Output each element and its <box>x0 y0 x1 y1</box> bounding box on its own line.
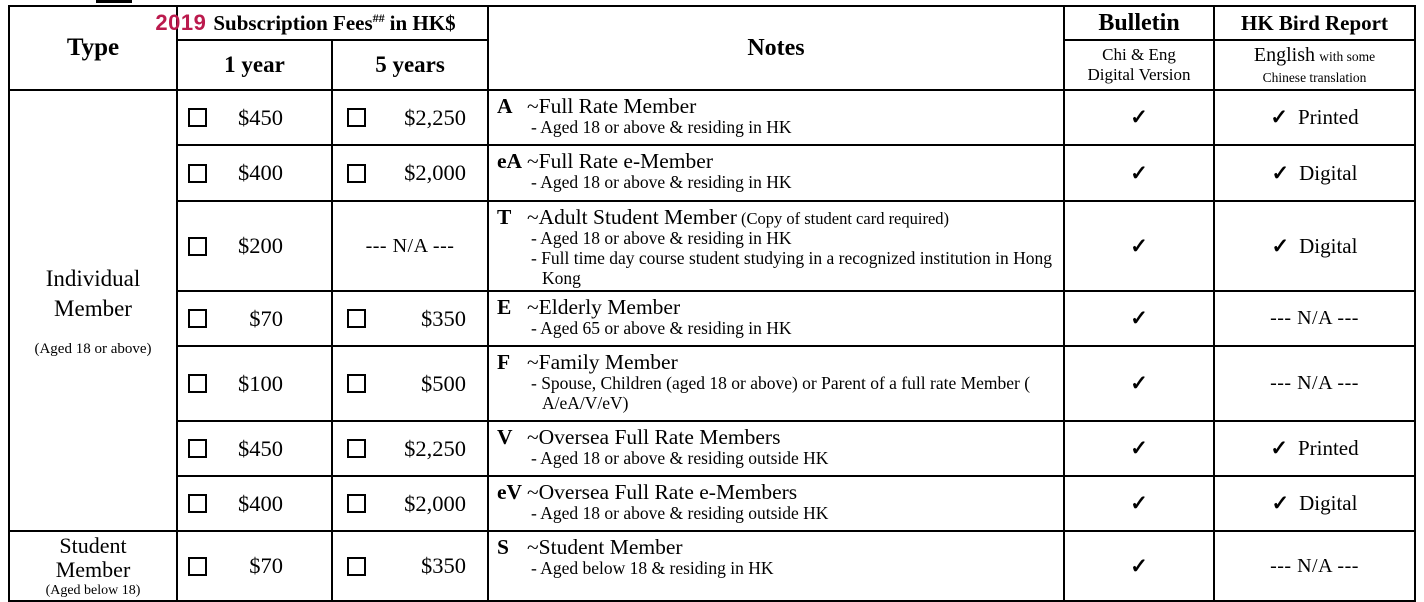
member-detail: - Aged below 18 & residing in HK <box>531 558 774 579</box>
table-row <box>9 145 1415 201</box>
member-detail: - Aged 65 or above & residing in HK <box>531 318 792 339</box>
member-type-name-line: Member <box>54 296 132 322</box>
member-type-cell <box>9 531 177 601</box>
table-row <box>9 201 1415 291</box>
member-title-text: ~Elderly Member <box>527 295 681 320</box>
member-type-age-note: (Aged 18 or above) <box>34 340 152 357</box>
member-title-text: ~Full Rate Member <box>527 94 697 118</box>
bird-report-na-label: --- N/A --- <box>1270 372 1359 395</box>
bulletin-subtitle-line2: Digital Version <box>1087 65 1191 84</box>
bird-report-cell <box>1214 145 1415 201</box>
fee-cell-5-years <box>332 531 488 601</box>
bird-report-subtitle <box>1214 40 1415 90</box>
bird-report-format-label: Printed <box>1297 105 1359 129</box>
bird-report-format-label: Digital <box>1299 160 1358 185</box>
fee-checkbox[interactable] <box>188 374 207 393</box>
fee-option <box>347 436 487 462</box>
fee-na-label: --- N/A --- <box>365 234 455 257</box>
fee-checkbox[interactable] <box>347 164 366 183</box>
fee-option <box>188 233 331 259</box>
fee-checkbox[interactable] <box>188 237 207 256</box>
checkmark-icon: ✓ <box>1130 491 1148 516</box>
fee-cell-5-years <box>332 201 488 291</box>
member-detail: - Aged 18 or above & residing outside HK <box>531 448 829 469</box>
member-title <box>497 295 1057 319</box>
checkmark-icon: ✓ <box>1271 491 1290 516</box>
fee-option <box>188 491 331 517</box>
member-title-note: (Copy of student card required) <box>736 209 950 228</box>
bulletin-subtitle-line1: Chi & Eng <box>1102 44 1176 64</box>
member-type-name <box>10 264 176 325</box>
fee-option <box>188 436 331 462</box>
fee-option <box>347 160 487 186</box>
checkmark-icon: ✓ <box>1130 436 1148 461</box>
member-code: T <box>497 205 512 229</box>
fee-cell-1-year <box>177 90 332 145</box>
bulletin-cell <box>1064 531 1214 601</box>
member-code: S <box>497 535 509 560</box>
fee-checkbox[interactable] <box>347 494 366 513</box>
member-code: V <box>497 425 513 450</box>
fee-checkbox[interactable] <box>347 374 366 393</box>
fee-amount: $350 <box>421 305 466 331</box>
fee-option <box>347 105 487 131</box>
fee-cell-5-years <box>332 90 488 145</box>
fees-superscript: ## <box>372 11 385 25</box>
fee-checkbox[interactable] <box>188 164 207 183</box>
table-body <box>9 90 1415 601</box>
bulletin-cell <box>1064 291 1214 346</box>
member-code: A <box>497 94 513 118</box>
fee-amount: $2,250 <box>404 104 466 130</box>
fee-cell-5-years <box>332 346 488 421</box>
type-column-header: Type <box>9 6 177 90</box>
table-row <box>9 531 1415 601</box>
header-row-1 <box>9 6 1415 40</box>
fee-option <box>188 306 331 332</box>
fee-amount: $400 <box>238 490 283 516</box>
notes-column-header: Notes <box>488 6 1064 90</box>
scan-artifact <box>96 0 132 3</box>
member-type-cell <box>9 90 177 531</box>
fee-option <box>347 491 487 517</box>
subscription-fees-table <box>8 5 1416 602</box>
member-type-age-note: (Aged below 18) <box>45 582 141 598</box>
member-detail: - Spouse, Children (aged 18 or above) or Parent of a full rate Member ( A/eA/V/eV) <box>531 373 1031 414</box>
checkmark-icon: ✓ <box>1130 160 1148 185</box>
fee-checkbox[interactable] <box>188 108 207 127</box>
fee-checkbox[interactable] <box>347 108 366 127</box>
col-5-years-header: 5 years <box>332 40 488 90</box>
checkmark-icon: ✓ <box>1270 436 1288 461</box>
bird-report-cell <box>1214 421 1415 476</box>
member-type-name-line: Student <box>59 533 127 559</box>
fee-checkbox[interactable] <box>347 557 366 576</box>
member-title <box>497 425 1057 449</box>
notes-cell <box>488 291 1064 346</box>
bird-report-cell <box>1214 90 1415 145</box>
member-title <box>497 350 1057 374</box>
bird-report-language: English <box>1253 43 1315 66</box>
fee-cell-5-years <box>332 421 488 476</box>
bulletin-subtitle <box>1064 40 1214 90</box>
checkmark-icon: ✓ <box>1130 553 1148 578</box>
member-type-name-line: Individual <box>45 265 141 291</box>
fee-checkbox[interactable] <box>347 309 366 328</box>
fee-cell-1-year <box>177 531 332 601</box>
fee-option <box>188 371 331 397</box>
member-title <box>497 94 1057 118</box>
fee-option <box>347 371 487 397</box>
fee-option <box>188 105 331 131</box>
checkmark-icon: ✓ <box>1271 160 1290 185</box>
fee-cell-5-years <box>332 476 488 531</box>
member-title-text: ~Family Member <box>527 350 678 375</box>
notes-cell <box>488 90 1064 145</box>
checkmark-icon: ✓ <box>1130 306 1148 331</box>
bulletin-cell <box>1064 201 1214 291</box>
fees-column-header <box>155 6 488 40</box>
fee-checkbox[interactable] <box>188 557 207 576</box>
checkmark-icon: ✓ <box>1271 233 1290 258</box>
notes-cell <box>488 531 1064 601</box>
fee-amount: $350 <box>421 553 466 579</box>
checkmark-icon: ✓ <box>1130 371 1148 396</box>
member-title <box>497 535 1057 559</box>
member-detail: - Aged 18 or above & residing in HK <box>531 228 792 249</box>
fees-title-text: Subscription Fees <box>213 11 373 35</box>
bird-report-cell <box>1214 201 1415 291</box>
member-code: eV <box>497 480 523 505</box>
fee-checkbox[interactable] <box>347 439 366 458</box>
bulletin-column-header: Bulletin <box>1064 6 1214 40</box>
notes-cell <box>488 346 1064 421</box>
fee-cell-1-year <box>177 291 332 346</box>
member-title-text: ~Oversea Full Rate Members <box>527 425 781 450</box>
member-title-text: ~Student Member <box>527 535 683 560</box>
table-row <box>9 421 1415 476</box>
member-detail: - Aged 18 or above & residing in HK <box>531 172 792 193</box>
fee-option <box>347 553 487 579</box>
checkmark-icon: ✓ <box>1130 105 1148 129</box>
bird-report-format-label: Digital <box>1299 233 1358 258</box>
member-title <box>497 480 1057 504</box>
fee-amount: $450 <box>238 104 283 130</box>
member-type-name-line: Member <box>55 556 131 582</box>
fee-amount: $450 <box>238 435 283 461</box>
fee-amount: $70 <box>249 553 283 579</box>
fee-amount: $2,250 <box>404 435 466 461</box>
fees-title-suffix: in HK$ <box>389 11 456 35</box>
bird-report-format-label: Digital <box>1299 491 1358 516</box>
fee-amount: $500 <box>421 370 466 396</box>
bird-report-subtitle-line2: Chinese translation <box>1262 69 1367 85</box>
notes-cell <box>488 201 1064 291</box>
notes-cell <box>488 145 1064 201</box>
table-row <box>9 90 1415 145</box>
bird-report-na-label: --- N/A --- <box>1270 307 1359 330</box>
fee-amount: $2,000 <box>404 160 466 185</box>
member-detail: - Aged 18 or above & residing in HK <box>531 117 792 138</box>
fee-amount: $100 <box>238 370 283 396</box>
bulletin-cell <box>1064 145 1214 201</box>
member-code: eA <box>497 149 523 173</box>
fee-amount: $2,000 <box>404 490 466 516</box>
notes-cell <box>488 421 1064 476</box>
member-title <box>497 149 1057 173</box>
fee-cell-1-year <box>177 476 332 531</box>
member-title-text: ~Full Rate e-Member <box>527 149 713 173</box>
member-code: E <box>497 295 512 320</box>
fee-checkbox[interactable] <box>188 439 207 458</box>
bird-report-cell <box>1214 476 1415 531</box>
bird-report-cell <box>1214 291 1415 346</box>
bulletin-cell <box>1064 421 1214 476</box>
bird-report-subtitle-small: with some <box>1319 48 1376 64</box>
fee-amount: $400 <box>238 160 283 185</box>
fee-cell-1-year <box>177 346 332 421</box>
bulletin-cell <box>1064 90 1214 145</box>
fee-amount: $200 <box>238 233 283 259</box>
member-title-text: ~Oversea Full Rate e-Members <box>527 480 798 505</box>
checkmark-icon: ✓ <box>1270 105 1288 129</box>
member-detail: - Aged 18 or above & residing outside HK <box>531 503 829 524</box>
member-detail: - Full time day course student studying in a recognized institution in Hong Kong <box>531 247 1053 288</box>
fee-cell-1-year <box>177 201 332 291</box>
notes-cell <box>488 476 1064 531</box>
bird-report-cell <box>1214 346 1415 421</box>
table-row <box>9 476 1415 531</box>
fee-cell-5-years <box>332 145 488 201</box>
bird-report-format-label: Printed <box>1297 436 1359 461</box>
fee-checkbox[interactable] <box>188 309 207 328</box>
fee-option <box>188 160 331 186</box>
bulletin-cell <box>1064 476 1214 531</box>
member-title-text: ~Adult Student Member <box>527 205 737 229</box>
table-row <box>9 291 1415 346</box>
fee-option <box>188 553 331 579</box>
fee-cell-5-years <box>332 291 488 346</box>
member-code: F <box>497 350 511 375</box>
fee-amount: $70 <box>249 305 283 331</box>
table-row <box>9 346 1415 421</box>
member-title <box>497 205 1057 229</box>
fee-cell-1-year <box>177 421 332 476</box>
bird-report-na-label: --- N/A --- <box>1270 554 1359 577</box>
fee-cell-1-year <box>177 145 332 201</box>
bird-report-cell <box>1214 531 1415 601</box>
bird-report-column-header: HK Bird Report <box>1214 6 1415 40</box>
member-type-name <box>10 534 176 582</box>
year-label: 2019 <box>155 10 207 35</box>
checkmark-icon: ✓ <box>1130 233 1148 258</box>
bulletin-cell <box>1064 346 1214 421</box>
fee-checkbox[interactable] <box>188 494 207 513</box>
col-1-year-header: 1 year <box>177 40 332 90</box>
table-header <box>9 6 1415 90</box>
fee-option <box>347 306 487 332</box>
